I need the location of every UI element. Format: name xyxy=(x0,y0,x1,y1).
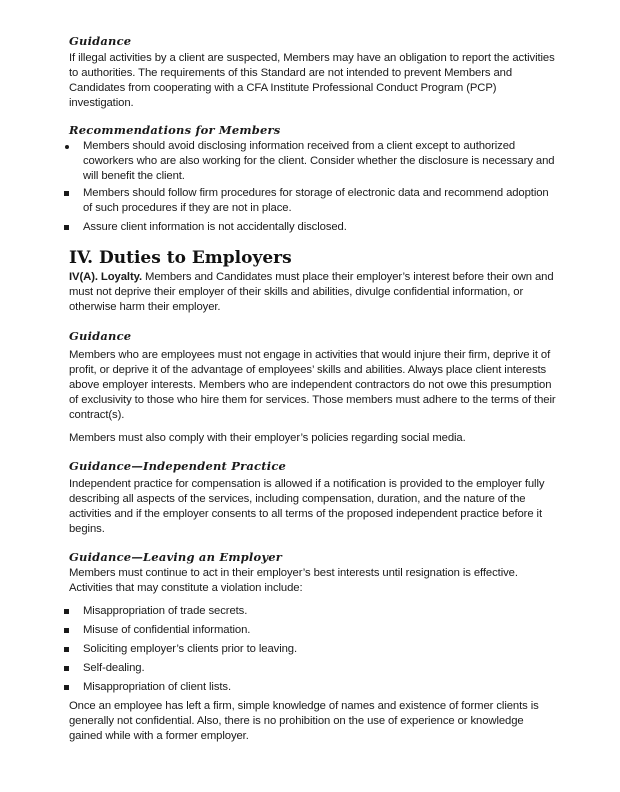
closing-paragraph: Once an employee has left a firm, simple knowledge of names and existence of former clients is generally not confidential. Also, there is no prohibition on the use of experience or knowledge gained while with a former employer. xyxy=(69,700,539,742)
list-item: Misuse of confidential information. xyxy=(69,623,559,638)
independent-practice-heading: Guidance—Independent Practice xyxy=(69,459,287,473)
guidance-paragraph: If illegal activities by a client are suspected, Members may have an obligation to report the activities to authorities. The requirements of this Standard are not intended to prevent Members and Candidates from cooperating with a CFA Institute Professional Conduct Program (PCP) investigation. xyxy=(69,52,555,109)
round-bullet-icon xyxy=(65,145,69,149)
social-media-paragraph: Members must also comply with their employer’s policies regarding social media. xyxy=(69,432,466,444)
loyalty-label: IV(A). Loyalty. xyxy=(69,271,142,283)
square-bullet-icon xyxy=(64,609,69,614)
list-item: Soliciting employer’s clients prior to leaving. xyxy=(69,642,559,657)
square-bullet-icon xyxy=(64,685,69,690)
loyalty-text: Members and Candidates must place their employer’s interest before their own and must not deprive their employer of their skills and abilities, divulge confidential information, or otherwise harm their employer. xyxy=(69,271,554,313)
square-bullet-icon xyxy=(64,191,69,196)
recommendations-list xyxy=(69,139,559,235)
list-item: Misappropriation of client lists. xyxy=(69,680,559,695)
square-bullet-icon xyxy=(64,628,69,633)
list-item: Members should follow firm procedures for storage of electronic data and recommend adoption of such procedures if they are not in place. xyxy=(69,186,559,216)
leaving-employer-paragraph: Members must continue to act in their employer’s best interests until resignation is effective. Activities that may constitute a violation include: xyxy=(69,567,518,594)
recommendations-heading: Recommendations for Members xyxy=(69,123,281,137)
list-item: Assure client information is not accidentally disclosed. xyxy=(69,220,559,235)
guidance-heading: Guidance xyxy=(69,34,132,48)
list-item: Self-dealing. xyxy=(69,661,559,676)
independent-practice-paragraph: Independent practice for compensation is allowed if a notification is provided to the employer fully describing all aspects of the services, including compensation, duration, and the nature of the activities and if the employer consents to all terms of the proposed independent practice before it begins. xyxy=(69,478,545,535)
guidance-heading-2: Guidance xyxy=(69,329,132,343)
square-bullet-icon xyxy=(64,225,69,230)
guidance-paragraph-2: Members who are employees must not engage in activities that would injure their firm, deprive it of profit, or deprive it of the advantage of employees’ skills and abilities. Always place client interests above employer interests. Members who are independent contractors do not owe this presumption of exclusivity to those who hire them for services. Those members must adhere to the terms of their contract(s). xyxy=(69,349,556,421)
list-item: Misappropriation of trade secrets. xyxy=(69,604,559,619)
list-item: Members should avoid disclosing information received from a client except to authorized coworkers who are also working for the client. Consider whether the disclosure is necessary and will benefit the client. xyxy=(69,139,559,184)
loyalty-paragraph xyxy=(69,270,559,315)
square-bullet-icon xyxy=(64,647,69,652)
section-title: IV. Duties to Employers xyxy=(69,248,292,268)
leaving-employer-heading: Guidance—Leaving an Employer xyxy=(69,550,283,564)
document-page xyxy=(69,30,559,744)
square-bullet-icon xyxy=(64,666,69,671)
violations-list xyxy=(69,604,559,695)
